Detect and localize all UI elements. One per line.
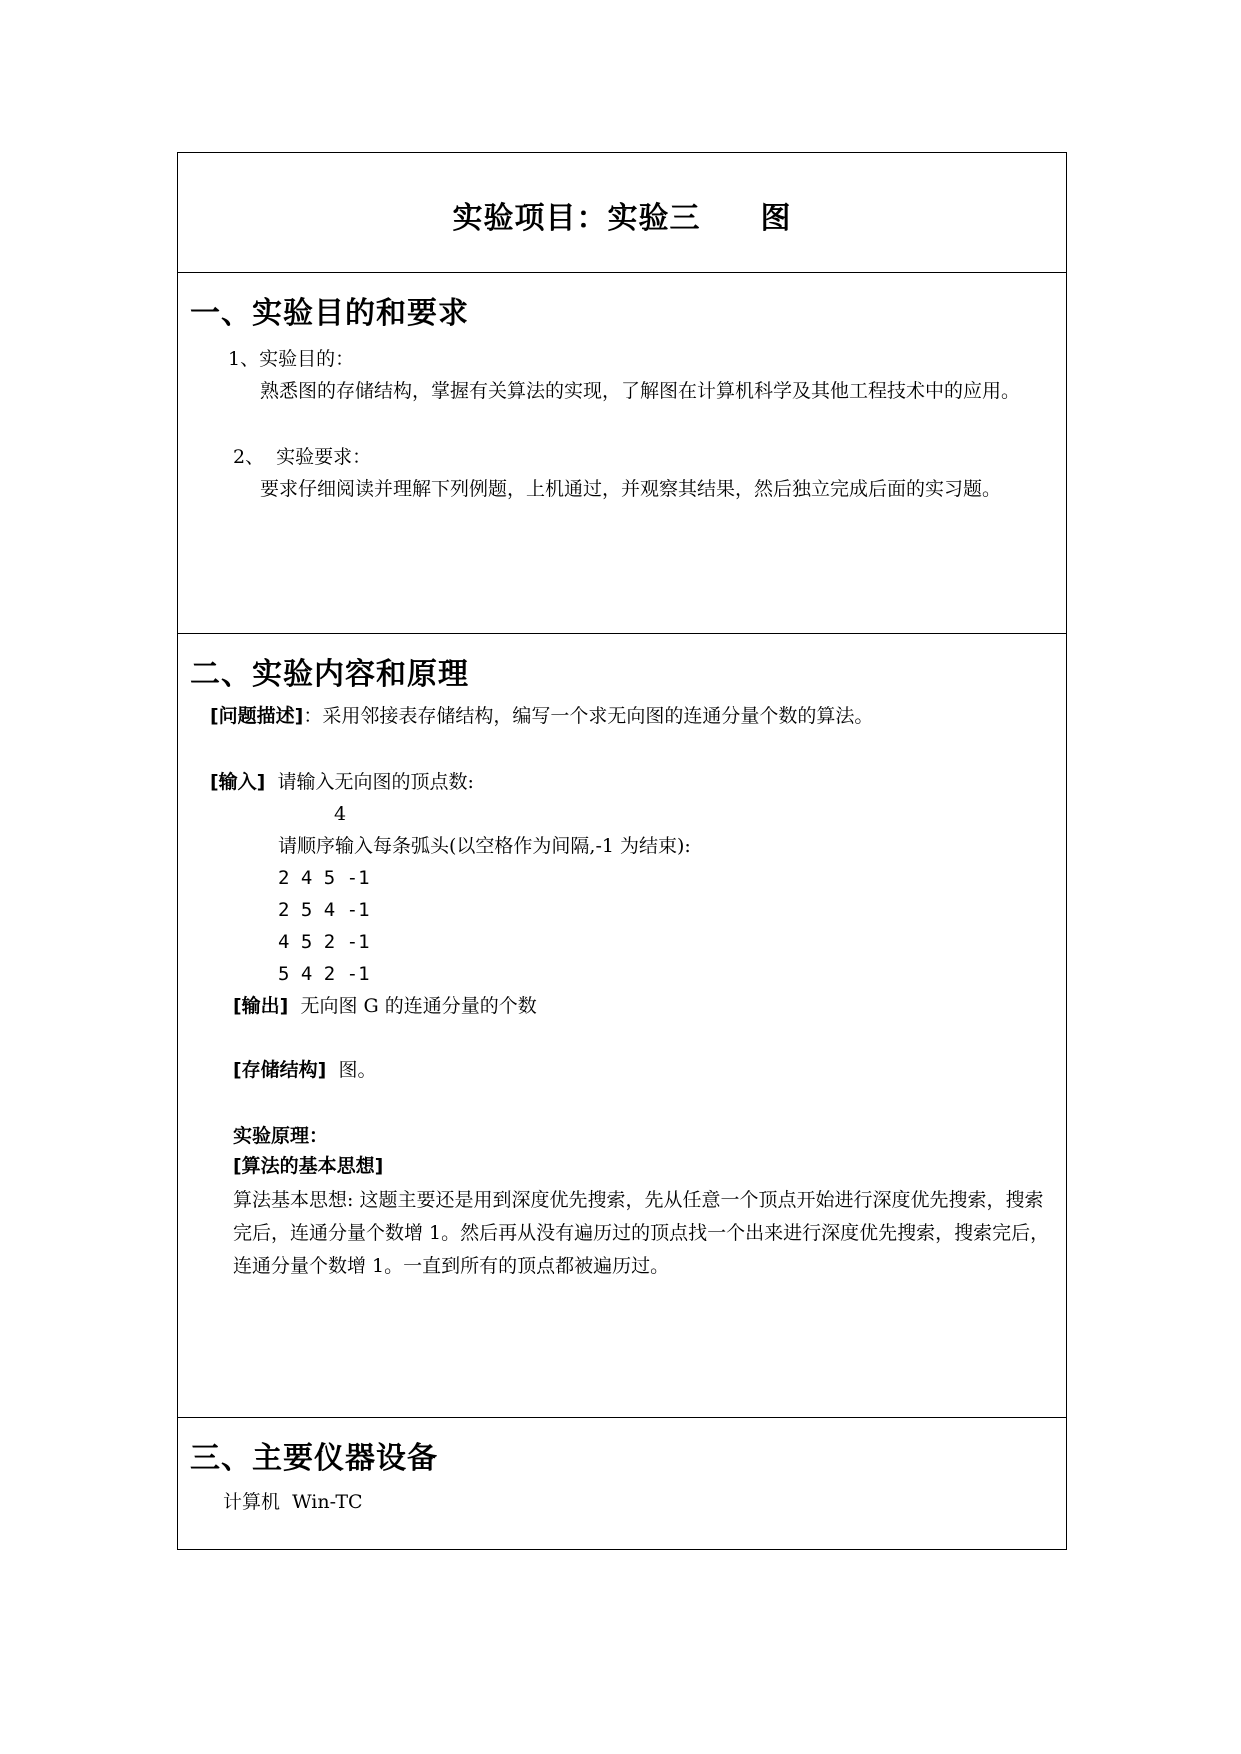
output-tag: [输出] [233, 995, 289, 1017]
objective-text: 熟悉图的存储结构，掌握有关算法的实现，了解图在计算机科学及其他工程技术中的应用。 [260, 380, 1021, 402]
section-equipment [178, 1418, 1066, 1549]
input-tag: [输入] [210, 771, 266, 793]
arc-line: 4 5 2 -1 [278, 931, 370, 953]
arc-line: 2 4 5 -1 [278, 867, 370, 889]
storage-tag: [存储结构] [233, 1059, 327, 1081]
arc-line: 5 4 2 -1 [278, 963, 370, 985]
equipment-text: 计算机 Win-TC [223, 1491, 363, 1513]
problem-tag: [问题描述] [210, 705, 304, 727]
input-line [210, 766, 474, 798]
output-line [233, 990, 537, 1022]
section-heading: 三、主要仪器设备 [190, 1441, 438, 1476]
title-topic: 图 [760, 201, 792, 236]
section-heading: 二、实验内容和原理 [190, 657, 469, 692]
storage-line [233, 1054, 376, 1086]
page-title [178, 193, 1066, 237]
title-label: 实验项目：实验三 [452, 201, 701, 236]
vertex-count: 4 [334, 803, 347, 825]
output-text: 无向图 G 的连通分量的个数 [300, 995, 537, 1017]
arc-prompt: 请顺序输入每条弧头(以空格作为间隔,-1 为结束): [278, 835, 691, 857]
principle-label: 实验原理： [233, 1125, 329, 1147]
section-heading: 一、实验目的和要求 [190, 296, 469, 331]
input-prompt: 请输入无向图的顶点数: [277, 771, 474, 793]
section-objectives [178, 273, 1066, 634]
title-row [178, 153, 1066, 273]
problem-line [210, 700, 873, 732]
requirement-label: 2、 实验要求： [233, 446, 372, 468]
algorithm-text: 算法基本思想: 这题主要还是用到深度优先搜索，先从任意一个顶点开始进行深度优先搜索，搜索完后，连通分量个数增 1。然后再从没有遍历过的顶点找一个出来进行深度优先搜索，搜索完后，连通分量个数增 1。一直到所有的顶点都被遍历过。 [233, 1189, 1050, 1277]
report-table [177, 152, 1067, 1550]
algorithm-tag: [算法的基本思想] [233, 1155, 384, 1177]
section-content [178, 634, 1066, 1418]
problem-text: ：采用邻接表存储结构，编写一个求无向图的连通分量个数的算法。 [303, 705, 874, 727]
arc-line: 2 5 4 -1 [278, 899, 370, 921]
objective-label: 1、实验目的： [228, 348, 355, 370]
storage-text: 图。 [338, 1059, 377, 1081]
requirement-text: 要求仔细阅读并理解下列例题，上机通过，并观察其结果，然后独立完成后面的实习题。 [260, 478, 1002, 500]
